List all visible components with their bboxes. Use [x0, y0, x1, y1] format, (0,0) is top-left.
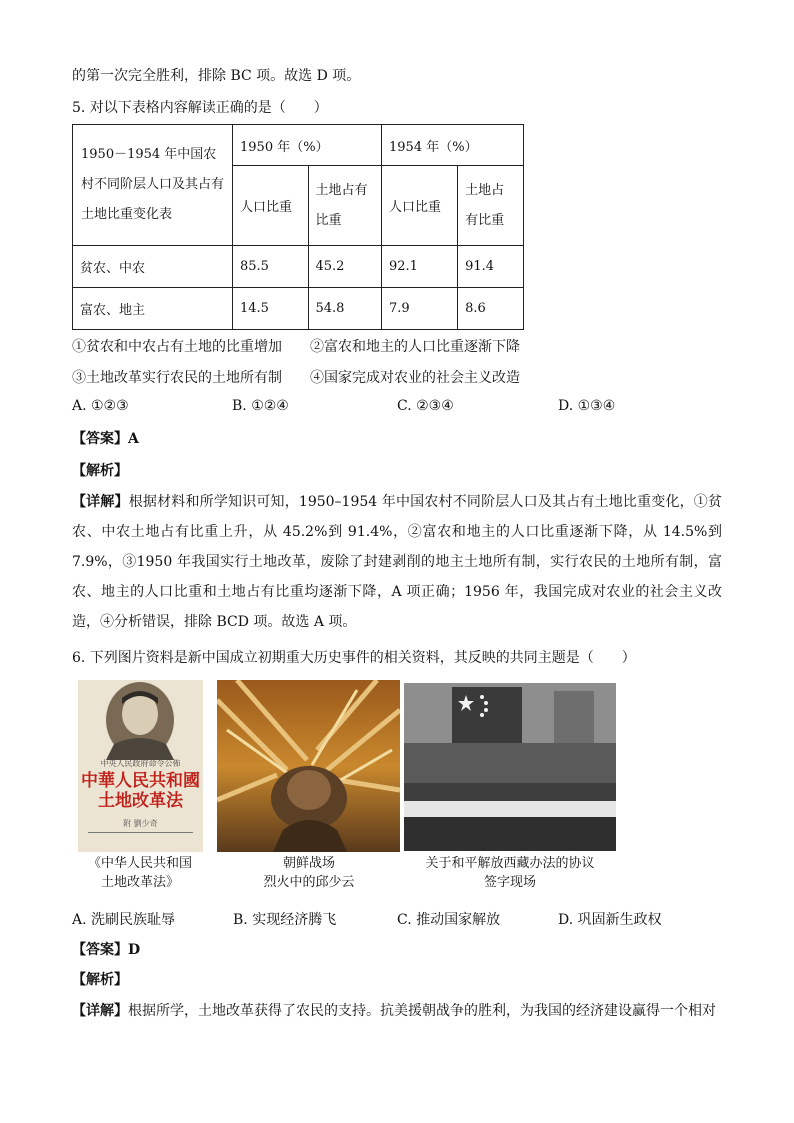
previous-answer-tail: 的第一次完全胜利，排除 BC 项。故选 D 项。 [72, 68, 361, 84]
header-1950-population: 人口比重 [233, 166, 309, 246]
cell-value: 45.2 [308, 246, 382, 288]
painting-graphic [217, 680, 400, 852]
poster-sub-text: 附 劉少奇 [123, 819, 158, 828]
statement-4: ④国家完成对农业的社会主义改造 [310, 370, 520, 386]
caption-1 [60, 854, 220, 892]
caption-1-line-1: 《中华人民共和国 [87, 856, 192, 871]
header-1954-land: 土地占有比重 [458, 166, 524, 246]
header-1954: 1954 年（%） [382, 125, 524, 166]
q6-analysis-label: 【解析】 [72, 972, 128, 988]
q5-option-d: D. ①③④ [558, 398, 616, 414]
q5-option-c: C. ②③④ [397, 398, 454, 414]
q5-detail-text: 根据材料和所学知识可知，1950–1954 年中国农村不同阶层人口及其占有土地比重变化，①贫农、中农土地占有比重上升，从 45.2%到 91.4%，②富农和地主的人口比重逐渐下降，从 14.5%到 7.9%，③1950 年我国实行土地改革，废除了封建剥削的地主土地所有制，实行农民的土地所有制，富农、地主的人口比重和土地占有比重均逐渐下降，A 项正确；1956 年，我国完成对农业的社会主义改造，④分析错误，排除 BCD 项。故选 A 项。 [72, 494, 722, 630]
q6-answer: 【答案】D [72, 942, 141, 958]
q6-option-d: D. 巩固新生政权 [558, 912, 662, 928]
header-1950-land: 土地占有比重 [308, 166, 382, 246]
q5-analysis-label: 【解析】 [72, 463, 128, 479]
q5-detail-tag: 【详解】 [72, 494, 129, 510]
q5-answer: 【答案】A [72, 431, 139, 447]
caption-2-line-2: 烈火中的邱少云 [263, 875, 355, 890]
statement-2: ②富农和地主的人口比重逐渐下降 [310, 339, 520, 355]
poster-title-line-1: 中華人民共和國 [81, 771, 200, 791]
caption-3-line-2: 签字现场 [483, 875, 536, 890]
cell-value: 14.5 [233, 288, 309, 330]
statement-1: ①贫农和中农占有土地的比重增加 [72, 339, 282, 355]
cell-value: 91.4 [458, 246, 524, 288]
caption-1-line-2: 土地改革法》 [100, 875, 179, 890]
tibet-agreement-signing-photo [404, 683, 616, 851]
question-5-stem: 5. 对以下表格内容解读正确的是（ ） [72, 100, 328, 116]
cell-value: 8.6 [458, 288, 524, 330]
q6-detail-text: 根据所学，土地改革获得了农民的支持。抗美援朝战争的胜利，为我国的经济建设赢得一个相对 [128, 1003, 716, 1019]
statement-3: ③土地改革实行农民的土地所有制 [72, 370, 282, 386]
q5-detail [72, 487, 722, 637]
poster-rule [88, 832, 193, 833]
caption-2-line-1: 朝鲜战场 [282, 856, 335, 871]
q6-option-a: A. 洗刷民族耻辱 [72, 912, 176, 928]
signing-graphic [404, 683, 616, 851]
question-6-stem: 6. 下列图片资料是新中国成立初期重大历史事件的相关资料，其反映的共同主题是（ ） [72, 650, 636, 666]
poster-title [80, 771, 201, 811]
cell-value: 85.5 [233, 246, 309, 288]
cell-value: 54.8 [308, 288, 382, 330]
q6-option-c: C. 推动国家解放 [397, 912, 501, 928]
land-ratio-table [72, 124, 524, 330]
cell-value: 92.1 [382, 246, 458, 288]
q5-option-a: A. ①②③ [72, 398, 129, 414]
table-row [73, 246, 524, 288]
caption-3-line-1: 关于和平解放西藏办法的协议 [425, 856, 595, 871]
header-1954-population: 人口比重 [382, 166, 458, 246]
caption-3 [400, 854, 620, 892]
qiu-shaoyun-painting [217, 680, 400, 852]
q6-option-b: B. 实现经济腾飞 [233, 912, 337, 928]
header-1950: 1950 年（%） [233, 125, 382, 166]
poster-top-text: 中央人民政府命令公佈 [100, 759, 181, 768]
table-row [73, 288, 524, 330]
row-label: 贫农、中农 [73, 246, 233, 288]
land-reform-law-poster [78, 680, 203, 852]
row-label: 富农、地主 [73, 288, 233, 330]
caption-2 [220, 854, 398, 892]
q6-detail [72, 996, 722, 1026]
poster-title-line-2: 土地改革法 [98, 791, 183, 811]
q6-detail-tag: 【详解】 [72, 1003, 128, 1019]
q5-option-b: B. ①②④ [232, 398, 289, 414]
cell-value: 7.9 [382, 288, 458, 330]
table-corner-title: 1950－1954 年中国农村不同阶层人口及其占有土地比重变化表 [73, 125, 233, 246]
